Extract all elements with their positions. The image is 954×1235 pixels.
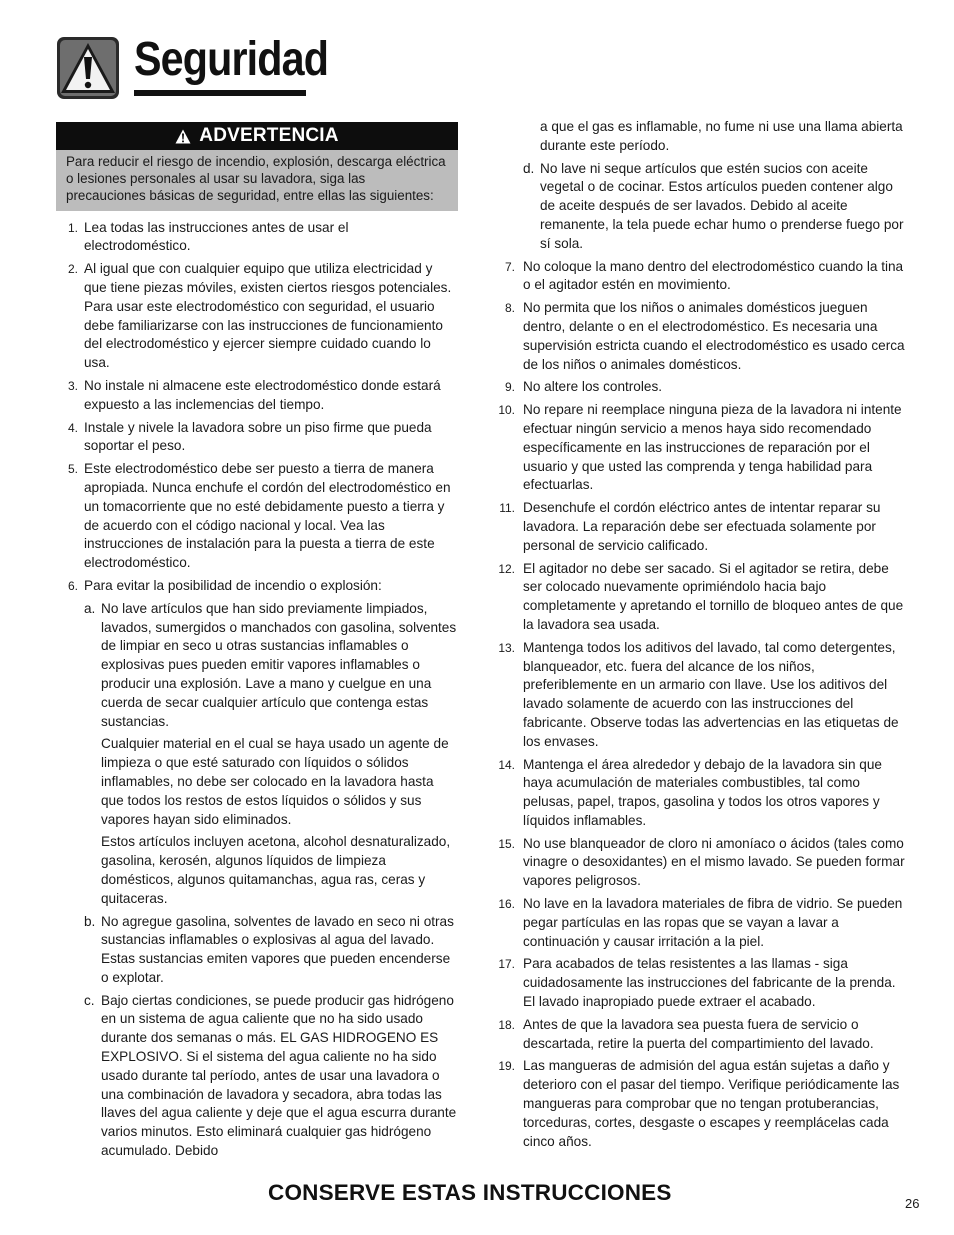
- list-item: [495, 258, 905, 296]
- item-number: 13.: [498, 640, 515, 655]
- item-number: 12.: [498, 561, 515, 576]
- list-item: [56, 219, 458, 257]
- item-text: Antes de que la lavadora sea puesta fuera de servicio o descartada, retire la puerta del compartimiento del lavado.: [523, 1016, 874, 1051]
- warning-heading: ADVERTENCIA: [199, 124, 339, 146]
- footer-title: CONSERVE ESTAS INSTRUCCIONES: [268, 1180, 672, 1205]
- list-item: [56, 419, 458, 457]
- sub-paragraph: Cualquier material en el cual se haya usado un agente de limpieza o que esté saturado con líquidos o sólidos inflamables, no debe ser colocado en la lavadora hasta que todos los restos de estos líquidos o sólidos y sus vapores hayan sido eliminados.: [101, 736, 449, 827]
- warning-heading-bar: [56, 122, 458, 150]
- sub-item-a: [84, 600, 458, 909]
- item-text: Mantenga todos los aditivos del lavado, tal como detergentes, blanqueador, etc. fuera del alcance de los niños, preferiblemente en un armario con llave. Use los aditivos del lavado solamente de acuerdo con las instrucciones del fabricante. Observe todas las advertencias en las etiquetas de los envases.: [523, 639, 899, 749]
- left-column: [56, 122, 458, 1165]
- list-item: [495, 835, 905, 891]
- sub-item-b: [84, 913, 458, 988]
- item-text: No permita que los niños o animales domésticos jueguen dentro, delante o en el electrodoméstico. Es necesaria una supervisión estricta cuando el electrodoméstico es usado cerca de los niños o animales domésticos.: [523, 300, 905, 372]
- list-item: [495, 560, 905, 635]
- warning-small-icon: [175, 129, 191, 144]
- list-item: [56, 260, 458, 373]
- sub-item-d: [523, 160, 905, 254]
- item-text: Las mangueras de admisión del agua están sujetas a daño y deterioro con el pasar del tiempo. Verifique periódicamente las mangueras para comprobar que no tengan protuberancias, torceduras, cortes, desgaste o escapes y reemplácelas cada cinco años.: [523, 1058, 900, 1149]
- item-number: 16.: [498, 897, 515, 912]
- safety-list-right: [495, 258, 905, 1152]
- item-text: Para evitar la posibilidad de incendio o explosión:: [84, 577, 382, 593]
- list-item: [495, 378, 905, 397]
- list-item: [495, 1016, 905, 1054]
- item-number: 18.: [498, 1017, 515, 1032]
- item-text: Este electrodoméstico debe ser puesto a tierra de manera apropiada. Nunca enchufe el cordón del electrodoméstico en un tomacorriente que no esté debidamente puesto a tierra y de acuerdo con el código nacional y local. Vea las instrucciones de instalación para la puesta a tierra de este electrodoméstico.: [84, 461, 451, 571]
- item-number: 17.: [498, 957, 515, 972]
- item-text: No coloque la mano dentro del electrodoméstico cuando la tina o el agitador estén en movimiento.: [523, 258, 904, 293]
- list-item: [495, 639, 905, 752]
- list-item: [495, 756, 905, 831]
- title-underline: [134, 90, 306, 96]
- item-number: 1.: [67, 220, 78, 235]
- list-item: [495, 499, 905, 555]
- item-number: 2.: [67, 262, 78, 277]
- item-text: Para acabados de telas resistentes a las llamas - siga cuidadosamente las instrucciones del fabricante de la prenda. El lavado inapropiado puede extraer el acabado.: [523, 956, 896, 1010]
- right-column: [495, 118, 905, 1155]
- item-text: Al igual que con cualquier equipo que utiliza electricidad y que tiene piezas móviles, existen ciertos riesgos potenciales. Para usar este electrodoméstico con seguridad, el usuario debe familiarizarse con las instrucciones de funcionamiento del electrodoméstico y ejercer siempre cuidado cuando lo usa.: [84, 261, 452, 371]
- item-number: 15.: [498, 836, 515, 851]
- sub-text: No agregue gasolina, solventes de lavado en seco ni otras sustancias inflamables o explosivas al agua del lavado. Estas sustancias emiten vapores que pueden encenderse o explotar.: [101, 913, 454, 985]
- item-number: 14.: [498, 757, 515, 772]
- sub-letter: b.: [84, 913, 96, 929]
- item-text: No repare ni reemplace ninguna pieza de la lavadora ni intente efectuar ningún servicio a menos haya sido recomendado específicamente en las instrucciones de reparación por el usuario y que usted las comprenda y tenga habilidad para efectuarlas.: [523, 402, 902, 493]
- item-number: 9.: [504, 380, 515, 395]
- sub-text: No lave ni seque artículos que estén sucios con aceite vegetal o de cocinar. Estos artículos pueden contener algo de aceite después de ser lavados. Debido al aceite remanente, la tela puede echar humo o prenderse fuego por sí sola.: [540, 160, 904, 251]
- page-number: 26: [905, 1196, 920, 1211]
- title-wrapper: [134, 34, 360, 86]
- item-text: No use blanqueador de cloro ni amoníaco o ácidos (tales como vinagre o desoxidantes) en el mismo lavado. Se pueden formar vapores peligrosos.: [523, 835, 905, 889]
- item-text: No altere los controles.: [523, 379, 663, 395]
- list-item-6: [56, 577, 458, 1161]
- item-number: 7.: [504, 259, 515, 274]
- sub-letter: a.: [84, 600, 96, 616]
- safety-list-left: [56, 219, 458, 1161]
- item-number: 6.: [67, 578, 78, 593]
- item-text: Mantenga el área alrededor y debajo de la lavadora sin que haya acumulación de materiales combustibles, tal como pelusas, papel, trapos, gasolina y todos los otros vapores y líquidos inflamables.: [523, 756, 882, 828]
- item-text: Instale y nivele la lavadora sobre un piso firme que pueda soportar el peso.: [84, 419, 432, 454]
- item-text: Desenchufe el cordón eléctrico antes de intentar reparar su lavadora. La reparación debe ser efectuada solamente por personal de servicio calificado.: [523, 500, 881, 553]
- item-text: No instale ni almacene este electrodoméstico donde estará expuesto a las inclemencias del tiempo.: [84, 377, 441, 412]
- list-item: [495, 1057, 905, 1151]
- sub-text: No lave artículos que han sido previamente limpiados, lavados, sumergidos o manchados con gasolina, solventes de limpiar en seco u otras sustancias inflamables o explosivas pues pueden emitir vapores inflamables o producir una explosión. Lave a mano y cuelgue en una cuerda de secar cualquier artículo que contenga estas sustancias.: [101, 600, 457, 729]
- list-item: [495, 955, 905, 1011]
- list-item: [56, 460, 458, 573]
- item-number: 5.: [67, 462, 78, 477]
- item-number: 3.: [67, 378, 78, 393]
- item-number: 4.: [67, 420, 78, 435]
- item-text: El agitador no debe ser sacado. Si el agitador se retira, debe ser colocado nuevamente oprimiéndolo hacia bajo completamente y apretando el tornillo de bloqueo antes de que la lavadora sea usada.: [523, 560, 904, 632]
- list-item: [56, 377, 458, 415]
- list-item: [495, 299, 905, 374]
- sub-text: Bajo ciertas condiciones, se puede producir gas hidrógeno en un sistema de agua caliente que no ha sido usado durante dos semanas o más. EL GAS HIDROGENO ES EXPLOSIVO. Si el sistema del agua caliente no ha sido usado durante tal período, antes de usar una lavadora o una combinación de lavadora y secadora, abra todas las llaves del agua caliente y deje que el agua escurra durante varios minutos. Esto eliminará cualquier gas hidrógeno acumulado. Debido: [101, 992, 457, 1159]
- warning-triangle-icon: [56, 36, 120, 100]
- sub-item-c: [84, 992, 458, 1161]
- item-text: Lea todas las instrucciones antes de usar el electrodoméstico.: [84, 219, 349, 254]
- list-item: [495, 401, 905, 495]
- item-number: 10.: [498, 403, 515, 418]
- item-number: 19.: [498, 1059, 515, 1074]
- item-number: 11.: [499, 501, 515, 516]
- list-item: [495, 895, 905, 951]
- item-number: 8.: [504, 301, 515, 316]
- page-title: Seguridad: [134, 33, 329, 86]
- item-text: No lave en la lavadora materiales de fibra de vidrio. Se pueden pegar partículas en las ropas que se vayan a lavar a continuación y causar irritación a la piel.: [523, 896, 903, 949]
- sub-letter: c.: [84, 992, 95, 1008]
- sub-paragraph: Estos artículos incluyen acetona, alcohol desnaturalizado, gasolina, kerosén, algunos líquidos de limpieza domésticos, algunos quitamanchas, agua ras, ceras y quitaceras.: [101, 834, 451, 906]
- sub-letter: d.: [523, 160, 535, 176]
- warning-intro: Para reducir el riesgo de incendio, explosión, descarga eléctrica o lesiones personales al usar su lavadora, siga las precauciones básicas de seguridad, entre ellas las siguientes:: [56, 150, 458, 211]
- sub-item-c-continued: a que el gas es inflamable, no fume ni use una llama abierta durante este período.: [540, 119, 903, 153]
